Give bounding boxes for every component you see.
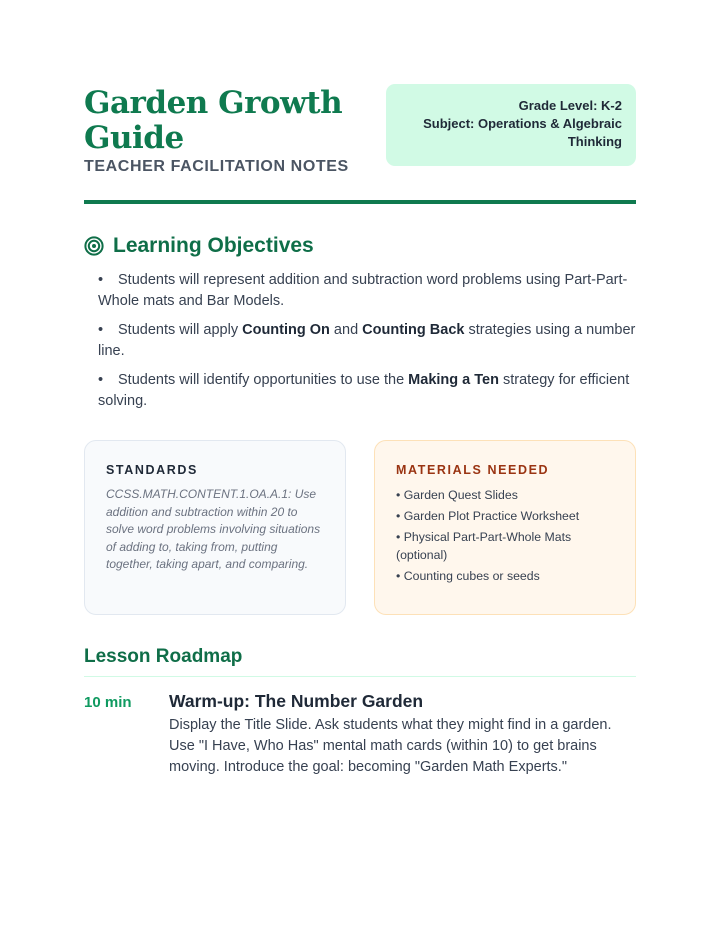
roadmap-title: Lesson Roadmap (84, 646, 243, 667)
objective-item: • Students will identify opportunities to use the Making a Ten strategy for efficient solving. (98, 372, 630, 409)
title-line-1: Garden Growth (84, 85, 343, 121)
target-icon (84, 236, 104, 256)
objective-item: • Students will apply Counting On and Counting Back strategies using a number line. (98, 322, 636, 359)
materials-heading: MATERIALS NEEDED (396, 463, 550, 477)
roadmap-divider (84, 676, 636, 677)
objectives-heading (84, 234, 314, 258)
roadmap-item-time: 10 min (84, 694, 132, 711)
materials-card (374, 440, 636, 615)
subject-line-2: Thinking (567, 134, 622, 149)
grade-level: Grade Level: K-2 (518, 98, 622, 113)
objectives-list (98, 270, 638, 420)
roadmap-item-description: Display the Title Slide. Ask students what they might find in a garden. Use "I Have, Who Has" mental math cards (within 10) to get brains moving. Introduce the goal: becoming "Garden Math Experts." (169, 717, 612, 775)
roadmap-item-title: Warm-up: The Number Garden (169, 691, 424, 711)
document-title (84, 86, 342, 156)
standards-text: CCSS.MATH.CONTENT.1.OA.A.1: Use addition and subtraction within 20 to solve word problems involving situations of adding to, taking from, putting together, taking apart, and comparing. (106, 487, 321, 571)
header-divider (84, 200, 636, 204)
materials-list (396, 486, 614, 585)
standards-heading: STANDARDS (106, 463, 198, 477)
standards-card (84, 440, 346, 615)
material-item: • Garden Plot Practice Worksheet (396, 509, 580, 523)
subject-line-1: Subject: Operations & Algebraic (423, 116, 622, 131)
objectives-title: Learning Objectives (113, 234, 314, 257)
material-item: • Counting cubes or seeds (396, 569, 540, 583)
document-header (84, 84, 636, 202)
document-page (84, 84, 636, 775)
objective-item: • Students will represent addition and subtraction word problems using Part-Part-Whole mats and Bar Models. (98, 272, 628, 309)
material-item: • Garden Quest Slides (396, 488, 518, 502)
title-line-2: Guide (84, 120, 184, 156)
document-subtitle: TEACHER FACILITATION NOTES (84, 158, 349, 175)
material-item: • Physical Part-Part-Whole Mats (optional) (396, 530, 572, 562)
grade-subject-box (386, 84, 636, 166)
